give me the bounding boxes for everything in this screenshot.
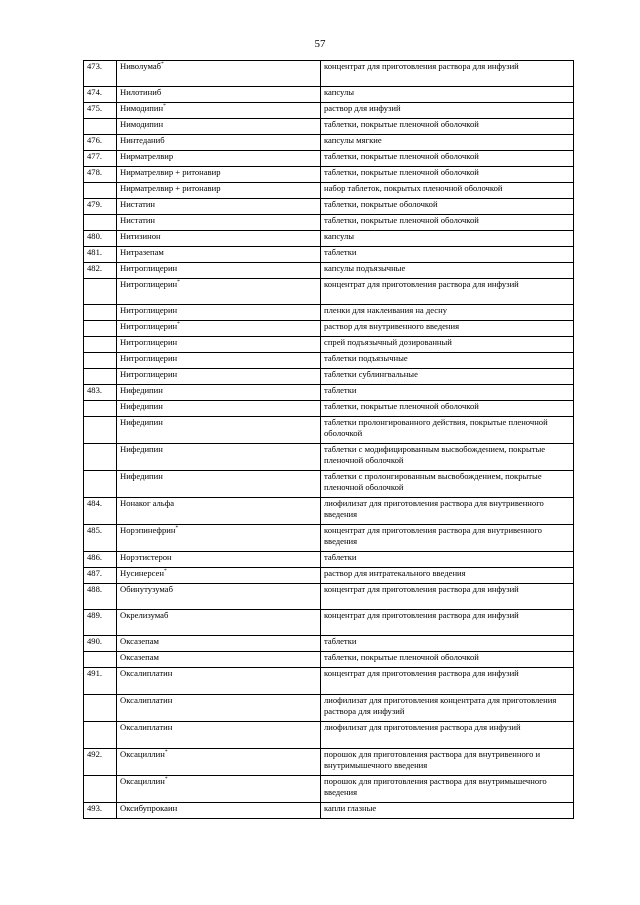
drug-name-cell bbox=[117, 321, 321, 337]
drug-name-cell bbox=[117, 119, 321, 135]
row-number bbox=[84, 444, 117, 471]
drug-name: Окрелизумаб bbox=[120, 610, 169, 620]
footnote-asterisk: * bbox=[164, 749, 168, 756]
drug-name-cell bbox=[117, 61, 321, 87]
table-row bbox=[84, 369, 574, 385]
drug-name-cell bbox=[117, 263, 321, 279]
drug-name: Нистатин bbox=[120, 199, 156, 209]
table-row bbox=[84, 247, 574, 263]
drug-name: Нусинерсен bbox=[120, 568, 164, 578]
table-row bbox=[84, 199, 574, 215]
drug-name: Нифедипин bbox=[120, 401, 163, 411]
drug-name-cell bbox=[117, 369, 321, 385]
drug-name-cell bbox=[117, 803, 321, 819]
drug-name-cell bbox=[117, 199, 321, 215]
drug-name: Нитроглицерин bbox=[120, 369, 178, 379]
drug-name: Нифедипин bbox=[120, 417, 163, 427]
dosage-form: спрей подъязычный дозированный bbox=[321, 337, 574, 353]
table-row bbox=[84, 471, 574, 498]
drug-name-cell bbox=[117, 444, 321, 471]
drug-name-cell bbox=[117, 471, 321, 498]
row-number: 486. bbox=[84, 552, 117, 568]
drug-name: Нифедипин bbox=[120, 471, 163, 481]
dosage-form: раствор для внутривенного введения bbox=[321, 321, 574, 337]
dosage-form: лиофилизат для приготовления раствора для инфузий bbox=[321, 722, 574, 749]
drug-name-cell bbox=[117, 183, 321, 199]
drug-name: Оксазепам bbox=[120, 636, 159, 646]
table-row bbox=[84, 167, 574, 183]
drug-name-cell bbox=[117, 353, 321, 369]
drug-name: Нирматрелвир bbox=[120, 151, 174, 161]
drug-name-cell bbox=[117, 636, 321, 652]
footnote-asterisk: * bbox=[161, 61, 164, 68]
drug-name-cell bbox=[117, 584, 321, 610]
drug-table bbox=[83, 60, 574, 819]
table-row bbox=[84, 231, 574, 247]
row-number bbox=[84, 776, 117, 803]
drug-name-cell bbox=[117, 385, 321, 401]
dosage-form: концентрат для приготовления раствора для инфузий bbox=[321, 61, 574, 87]
dosage-form: порошок для приготовления раствора для внутривенного и внутримышечного введения bbox=[321, 749, 574, 776]
drug-name-cell bbox=[117, 305, 321, 321]
dosage-form: набор таблеток, покрытых пленочной оболочкой bbox=[321, 183, 574, 199]
drug-name: Нистатин bbox=[120, 215, 156, 225]
row-number: 493. bbox=[84, 803, 117, 819]
table-row bbox=[84, 305, 574, 321]
table-row bbox=[84, 584, 574, 610]
dosage-form: лиофилизат для приготовления раствора для внутривенного введения bbox=[321, 498, 574, 525]
table-row bbox=[84, 417, 574, 444]
drug-name-cell bbox=[117, 231, 321, 247]
table-row bbox=[84, 668, 574, 695]
page-number: 57 bbox=[314, 38, 326, 50]
table-row bbox=[84, 803, 574, 819]
drug-name: Нитразепам bbox=[120, 247, 164, 257]
drug-name: Нирматрелвир + ритонавир bbox=[120, 167, 221, 177]
drug-name-cell bbox=[117, 87, 321, 103]
dosage-form: капли глазные bbox=[321, 803, 574, 819]
row-number bbox=[84, 279, 117, 305]
table-row bbox=[84, 610, 574, 636]
row-number: 481. bbox=[84, 247, 117, 263]
row-number: 490. bbox=[84, 636, 117, 652]
drug-name: Оксалиплатин bbox=[120, 695, 173, 705]
table-row bbox=[84, 568, 574, 584]
row-number: 484. bbox=[84, 498, 117, 525]
footnote-asterisk: * bbox=[163, 568, 167, 575]
drug-name: Нитроглицерин bbox=[120, 305, 178, 315]
table-row bbox=[84, 215, 574, 231]
row-number: 477. bbox=[84, 151, 117, 167]
dosage-form: таблетки bbox=[321, 385, 574, 401]
row-number bbox=[84, 652, 117, 668]
footnote-asterisk: * bbox=[175, 525, 179, 532]
dosage-form: капсулы подъязычные bbox=[321, 263, 574, 279]
row-number: 492. bbox=[84, 749, 117, 776]
drug-name-cell bbox=[117, 167, 321, 183]
dosage-form: таблетки, покрытые пленочной оболочкой bbox=[321, 167, 574, 183]
dosage-form: раствор для инфузий bbox=[321, 103, 574, 119]
row-number: 491. bbox=[84, 668, 117, 695]
dosage-form: лиофилизат для приготовления концентрата для приготовления раствора для инфузий bbox=[321, 695, 574, 722]
row-number: 487. bbox=[84, 568, 117, 584]
table-row bbox=[84, 119, 574, 135]
drug-name: Оксалиплатин bbox=[120, 668, 173, 678]
table-row bbox=[84, 695, 574, 722]
drug-name-cell bbox=[117, 668, 321, 695]
dosage-form: таблетки подъязычные bbox=[321, 353, 574, 369]
table-row bbox=[84, 385, 574, 401]
table-row bbox=[84, 337, 574, 353]
table-row bbox=[84, 61, 574, 87]
drug-name: Нитроглицерин bbox=[120, 353, 178, 363]
table-row bbox=[84, 749, 574, 776]
drug-name: Нитроглицерин bbox=[120, 279, 178, 289]
row-number: 474. bbox=[84, 87, 117, 103]
dosage-form: таблетки bbox=[321, 552, 574, 568]
footnote-asterisk: * bbox=[164, 776, 168, 783]
dosage-form: капсулы bbox=[321, 231, 574, 247]
row-number: 478. bbox=[84, 167, 117, 183]
table-row bbox=[84, 401, 574, 417]
dosage-form: раствор для интратекального введения bbox=[321, 568, 574, 584]
row-number: 475. bbox=[84, 103, 117, 119]
drug-name-cell bbox=[117, 151, 321, 167]
table-row bbox=[84, 151, 574, 167]
dosage-form: таблетки bbox=[321, 247, 574, 263]
drug-name-cell bbox=[117, 652, 321, 668]
row-number bbox=[84, 353, 117, 369]
dosage-form: пленки для наклеивания на десну bbox=[321, 305, 574, 321]
drug-name: Нимодипин bbox=[120, 103, 164, 113]
drug-name: Оксациллин bbox=[120, 749, 165, 759]
footnote-asterisk: * bbox=[163, 103, 166, 110]
table-row bbox=[84, 321, 574, 337]
drug-name-cell bbox=[117, 749, 321, 776]
dosage-form: концентрат для приготовления раствора для инфузий bbox=[321, 668, 574, 695]
dosage-form: таблетки, покрытые пленочной оболочкой bbox=[321, 119, 574, 135]
drug-name: Нитроглицерин bbox=[120, 321, 178, 331]
footnote-asterisk: * bbox=[177, 321, 180, 328]
dosage-form: таблетки с модифицированным высвобождением, покрытые пленочной оболочкой bbox=[321, 444, 574, 471]
table-row bbox=[84, 722, 574, 749]
dosage-form: таблетки, покрытые оболочкой bbox=[321, 199, 574, 215]
table-row bbox=[84, 652, 574, 668]
row-number: 479. bbox=[84, 199, 117, 215]
table-row bbox=[84, 353, 574, 369]
drug-name-cell bbox=[117, 498, 321, 525]
drug-name: Нонаког альфа bbox=[120, 498, 175, 508]
row-number: 473. bbox=[84, 61, 117, 87]
drug-name-cell bbox=[117, 135, 321, 151]
row-number bbox=[84, 321, 117, 337]
drug-name-cell bbox=[117, 610, 321, 636]
dosage-form: капсулы bbox=[321, 87, 574, 103]
row-number: 489. bbox=[84, 610, 117, 636]
table-row bbox=[84, 263, 574, 279]
drug-name: Нилотиниб bbox=[120, 87, 162, 97]
row-number: 483. bbox=[84, 385, 117, 401]
drug-name: Нифедипин bbox=[120, 385, 163, 395]
drug-name: Нитроглицерин bbox=[120, 337, 178, 347]
dosage-form: концентрат для приготовления раствора для внутривенного введения bbox=[321, 525, 574, 552]
row-number bbox=[84, 183, 117, 199]
drug-name-cell bbox=[117, 401, 321, 417]
dosage-form: таблетки, покрытые пленочной оболочкой bbox=[321, 652, 574, 668]
drug-name: Норэтистерон bbox=[120, 552, 172, 562]
row-number bbox=[84, 471, 117, 498]
row-number: 488. bbox=[84, 584, 117, 610]
row-number bbox=[84, 722, 117, 749]
dosage-form: концентрат для приготовления раствора для инфузий bbox=[321, 584, 574, 610]
dosage-form: таблетки с пролонгированным высвобождением, покрытые пленочной оболочкой bbox=[321, 471, 574, 498]
row-number: 485. bbox=[84, 525, 117, 552]
table-row bbox=[84, 636, 574, 652]
drug-name: Нимодипин bbox=[120, 119, 164, 129]
table-row bbox=[84, 87, 574, 103]
dosage-form: концентрат для приготовления раствора для инфузий bbox=[321, 610, 574, 636]
dosage-form: порошок для приготовления раствора для внутримышечного введения bbox=[321, 776, 574, 803]
drug-name-cell bbox=[117, 525, 321, 552]
drug-name: Норэпинефрин bbox=[120, 525, 176, 535]
dosage-form: таблетки сублингвальные bbox=[321, 369, 574, 385]
footnote-asterisk: * bbox=[177, 279, 180, 286]
drug-name: Ниволумаб bbox=[120, 61, 162, 71]
row-number bbox=[84, 695, 117, 722]
row-number: 482. bbox=[84, 263, 117, 279]
row-number bbox=[84, 337, 117, 353]
drug-name-cell bbox=[117, 552, 321, 568]
drug-name: Оксазепам bbox=[120, 652, 159, 662]
drug-name-cell bbox=[117, 215, 321, 231]
drug-name-cell bbox=[117, 722, 321, 749]
table-row bbox=[84, 135, 574, 151]
row-number bbox=[84, 417, 117, 444]
dosage-form: таблетки, покрытые пленочной оболочкой bbox=[321, 215, 574, 231]
drug-name-cell bbox=[117, 417, 321, 444]
drug-name: Обинутузумаб bbox=[120, 584, 173, 594]
drug-name: Нитроглицерин bbox=[120, 263, 178, 273]
dosage-form: концентрат для приготовления раствора для инфузий bbox=[321, 279, 574, 305]
row-number bbox=[84, 401, 117, 417]
drug-name: Оксибупрокаин bbox=[120, 803, 178, 813]
dosage-form: капсулы мягкие bbox=[321, 135, 574, 151]
dosage-form: таблетки пролонгированного действия, покрытые пленочной оболочкой bbox=[321, 417, 574, 444]
drug-name-cell bbox=[117, 568, 321, 584]
row-number: 480. bbox=[84, 231, 117, 247]
dosage-form: таблетки, покрытые пленочной оболочкой bbox=[321, 401, 574, 417]
dosage-form: таблетки bbox=[321, 636, 574, 652]
row-number: 476. bbox=[84, 135, 117, 151]
drug-name: Оксалиплатин bbox=[120, 722, 173, 732]
row-number bbox=[84, 369, 117, 385]
dosage-form: таблетки, покрытые пленочной оболочкой bbox=[321, 151, 574, 167]
row-number bbox=[84, 215, 117, 231]
row-number bbox=[84, 119, 117, 135]
table-row bbox=[84, 498, 574, 525]
table-row bbox=[84, 525, 574, 552]
table-row bbox=[84, 552, 574, 568]
row-number bbox=[84, 305, 117, 321]
table-row bbox=[84, 776, 574, 803]
drug-name-cell bbox=[117, 247, 321, 263]
drug-name: Нифедипин bbox=[120, 444, 163, 454]
table-row bbox=[84, 444, 574, 471]
drug-name-cell bbox=[117, 103, 321, 119]
drug-name: Нитизинон bbox=[120, 231, 161, 241]
drug-name-cell bbox=[117, 776, 321, 803]
drug-name-cell bbox=[117, 279, 321, 305]
drug-name: Нинтеданиб bbox=[120, 135, 165, 145]
table-row bbox=[84, 183, 574, 199]
table-row bbox=[84, 103, 574, 119]
drug-name-cell bbox=[117, 695, 321, 722]
drug-name: Нирматрелвир + ритонавир bbox=[120, 183, 221, 193]
drug-name-cell bbox=[117, 337, 321, 353]
drug-name: Оксациллин bbox=[120, 776, 165, 786]
table-row bbox=[84, 279, 574, 305]
